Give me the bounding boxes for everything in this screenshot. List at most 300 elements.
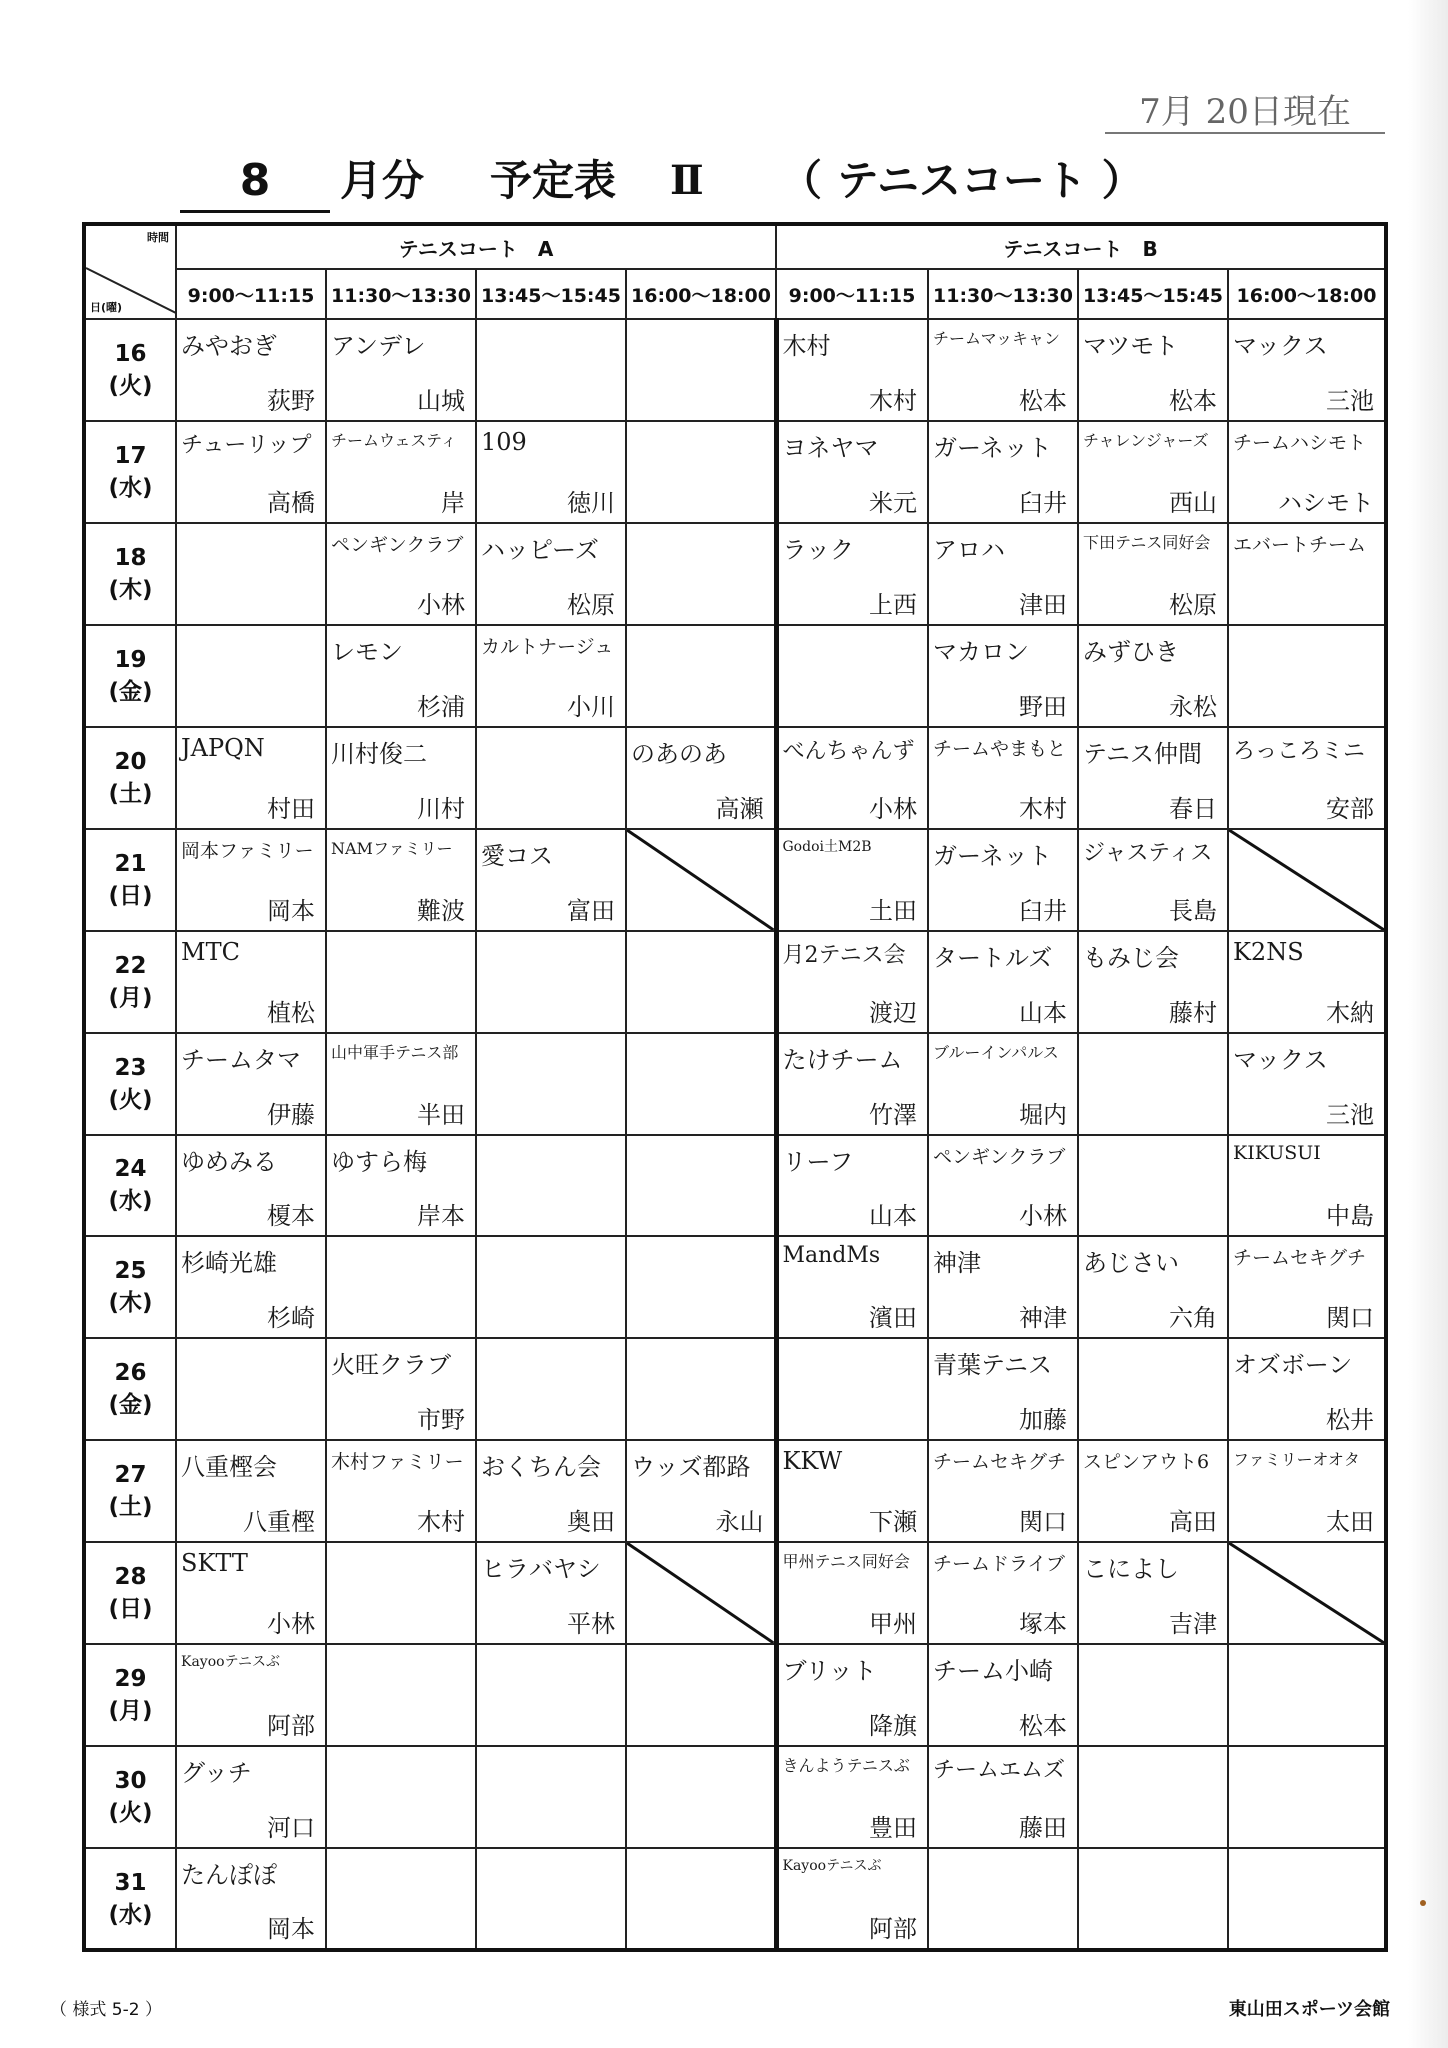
day-cell: [84, 625, 176, 727]
time-slot-header: 9:00～11:15: [776, 269, 928, 319]
booking-team-name: ゆめみる: [181, 1147, 277, 1176]
booking-cell: [176, 319, 326, 421]
booking-cell: [1228, 319, 1386, 421]
booking-cell: [1078, 1236, 1228, 1338]
booking-team-name: アンデレ: [331, 332, 426, 360]
empty-slot: [626, 1033, 776, 1135]
booking-cell: [1228, 1440, 1386, 1542]
day-number: 20: [114, 748, 147, 775]
empty-slot: [476, 1135, 626, 1237]
empty-slot: [928, 1848, 1078, 1950]
booking-representative: 河口: [267, 1814, 315, 1843]
booking-cell: [1078, 727, 1228, 829]
booking-representative: 永山: [715, 1508, 764, 1537]
empty-slot: [776, 1338, 928, 1440]
booking-cell: [776, 1135, 928, 1237]
form-id: （ 様式 5-2 ）: [50, 2000, 162, 2020]
booking-cell: [928, 727, 1078, 829]
booking-cell: [1228, 1236, 1386, 1338]
empty-slot: [176, 523, 326, 625]
empty-slot: [626, 1338, 776, 1440]
booking-cell: [776, 829, 928, 931]
booking-cell: [1228, 421, 1386, 523]
booking-cell: [928, 1033, 1078, 1135]
booking-representative: 八重樫: [243, 1508, 315, 1537]
document-title: [180, 152, 1180, 212]
weekday: (火): [108, 1800, 153, 1827]
booking-representative: 春日: [1169, 794, 1217, 823]
booking-representative: 松原: [567, 590, 615, 619]
empty-slot: [626, 421, 776, 523]
booking-cell: [326, 625, 476, 727]
empty-slot: [326, 931, 476, 1033]
booking-team-name: チーム小崎: [933, 1657, 1053, 1686]
booking-cell: [176, 1033, 326, 1135]
weekday: (月): [108, 1698, 153, 1725]
booking-team-name: ペンギンクラブ: [933, 1145, 1066, 1168]
booking-representative: 富田: [567, 896, 615, 925]
empty-slot: [1078, 1644, 1228, 1746]
booking-representative: 松原: [1169, 590, 1217, 619]
closed-slot: [1228, 1542, 1386, 1644]
booking-cell: [928, 1644, 1078, 1746]
booking-team-name: べんちゃんず: [782, 738, 915, 764]
booking-representative: 臼井: [1019, 488, 1067, 517]
booking-representative: 徳川: [567, 488, 615, 517]
booking-representative: 長島: [1169, 896, 1217, 925]
booking-cell: [176, 1236, 326, 1338]
as-of-date-note: 7月 20日現在: [1105, 92, 1385, 134]
booking-representative: 三池: [1326, 386, 1375, 415]
booking-cell: [928, 523, 1078, 625]
booking-team-name: 火旺クラブ: [331, 1351, 451, 1380]
booking-representative: 安部: [1326, 794, 1375, 823]
booking-team-name: MandMs: [782, 1243, 881, 1269]
closed-slot-mark: [1229, 830, 1384, 930]
booking-team-name: 山中軍手テニス部: [331, 1042, 459, 1062]
booking-cell: [776, 1033, 928, 1135]
schedule-row: [84, 931, 1386, 1033]
booking-team-name: もみじ会: [1083, 943, 1179, 972]
booking-cell: [928, 1338, 1078, 1440]
booking-representative: 川村: [417, 794, 465, 823]
booking-representative: 岡本: [267, 1915, 315, 1943]
booking-cell: [776, 523, 928, 625]
day-cell: [84, 1135, 176, 1237]
empty-slot: [476, 727, 626, 829]
booking-team-name: ガーネット: [933, 433, 1052, 462]
booking-cell: [326, 1135, 476, 1237]
booking-cell: [1078, 625, 1228, 727]
booking-team-name: ろっころミニ: [1233, 738, 1366, 764]
booking-cell: [176, 727, 326, 829]
booking-cell: [1078, 1440, 1228, 1542]
organization-name: 東山田スポーツ会館: [1228, 1999, 1390, 2020]
empty-slot: [326, 1746, 476, 1848]
booking-team-name: 八重樫会: [181, 1453, 277, 1482]
day-number: 24: [114, 1156, 147, 1183]
booking-team-name: たけチーム: [782, 1045, 903, 1074]
booking-representative: 六角: [1169, 1304, 1217, 1333]
booking-representative: 岡本: [267, 896, 315, 925]
booking-team-name: 甲州テニス同好会: [782, 1552, 910, 1572]
empty-slot: [776, 625, 928, 727]
booking-cell: [928, 1135, 1078, 1237]
booking-cell: [1078, 523, 1228, 625]
booking-representative: 中島: [1326, 1202, 1375, 1231]
booking-representative: 小林: [267, 1610, 315, 1639]
booking-team-name: ジャスティス: [1083, 840, 1213, 866]
day-cell: [84, 1236, 176, 1338]
booking-team-name: たんぽぽ: [181, 1861, 277, 1890]
booking-team-name: エバートチーム: [1233, 533, 1367, 556]
booking-cell: [176, 829, 326, 931]
schedule-row: [84, 523, 1386, 625]
booking-team-name: KIKUSUI: [1233, 1141, 1321, 1164]
booking-team-name: 木村ファミリー: [331, 1451, 464, 1474]
booking-representative: 松本: [1019, 1712, 1067, 1741]
booking-team-name: チームセキグチ: [1233, 1247, 1367, 1270]
empty-slot: [176, 625, 326, 727]
booking-team-name: チームエムズ: [933, 1758, 1066, 1784]
empty-slot: [476, 1644, 626, 1746]
weekday: (日): [108, 1596, 153, 1623]
booking-representative: ハシモト: [1278, 488, 1375, 517]
booking-cell: [928, 319, 1078, 421]
booking-team-name: カルトナージュ: [481, 635, 614, 658]
booking-representative: 濱田: [869, 1304, 917, 1333]
booking-team-name: チームセキグチ: [933, 1451, 1067, 1474]
booking-representative: 塚本: [1019, 1610, 1067, 1639]
day-number: 18: [114, 544, 147, 571]
booking-cell: [776, 1848, 928, 1950]
time-slot-header: 13:45～15:45: [1078, 269, 1228, 319]
booking-representative: 高田: [1169, 1508, 1217, 1537]
empty-slot: [326, 1848, 476, 1950]
day-cell: [84, 1440, 176, 1542]
time-slot-header: 16:00～18:00: [1228, 269, 1386, 319]
booking-representative: 山本: [1019, 998, 1067, 1027]
booking-team-name: 岡本ファミリー: [181, 839, 314, 862]
empty-slot: [1078, 1033, 1228, 1135]
empty-slot: [1228, 625, 1386, 727]
booking-cell: [326, 1338, 476, 1440]
booking-cell: [928, 1542, 1078, 1644]
schedule-row: [84, 1338, 1386, 1440]
booking-representative: 永松: [1169, 692, 1217, 721]
booking-team-name: タートルズ: [933, 943, 1053, 972]
weekday: (水): [108, 474, 153, 501]
booking-cell: [326, 727, 476, 829]
booking-representative: 杉浦: [417, 692, 465, 721]
booking-team-name: アロハ: [933, 535, 1005, 564]
booking-representative: 上西: [869, 590, 917, 619]
day-number: 25: [114, 1258, 147, 1285]
booking-team-name: おくちん会: [481, 1453, 601, 1482]
booking-representative: 西山: [1169, 488, 1217, 517]
booking-team-name: みやおぎ: [181, 332, 277, 360]
empty-slot: [1228, 1746, 1386, 1848]
booking-cell: [476, 523, 626, 625]
empty-slot: [626, 1644, 776, 1746]
booking-representative: 米元: [869, 488, 917, 517]
booking-representative: 小林: [869, 794, 917, 823]
empty-slot: [626, 1848, 776, 1950]
booking-team-name: 青葉テニス: [933, 1351, 1053, 1380]
booking-representative: 竹澤: [869, 1100, 917, 1129]
court-b-header: テニスコート B: [776, 224, 1386, 269]
booking-representative: 市野: [417, 1406, 465, 1435]
booking-cell: [476, 421, 626, 523]
booking-cell: [928, 1236, 1078, 1338]
schedule-row: [84, 421, 1386, 523]
booking-representative: 吉津: [1169, 1610, 1217, 1639]
booking-team-name: Kayooテニスぶ: [782, 1858, 882, 1875]
schedule-row: [84, 727, 1386, 829]
booking-team-name: MTC: [181, 937, 240, 966]
booking-representative: 渡辺: [869, 998, 917, 1027]
booking-team-name: ヒラバヤシ: [481, 1555, 601, 1584]
day-cell: [84, 319, 176, 421]
booking-team-name: こによし: [1083, 1555, 1179, 1584]
booking-team-name: みずひき: [1083, 637, 1179, 666]
day-number: 31: [114, 1869, 147, 1896]
weekday: (土): [108, 1494, 153, 1521]
booking-representative: 奥田: [567, 1508, 615, 1537]
booking-representative: 小林: [1019, 1202, 1067, 1231]
booking-cell: [326, 523, 476, 625]
schedule-row: [84, 1236, 1386, 1338]
booking-team-name: ラック: [782, 535, 855, 564]
day-cell: [84, 1644, 176, 1746]
empty-slot: [176, 1338, 326, 1440]
booking-cell: [1228, 1135, 1386, 1237]
day-cell: [84, 421, 176, 523]
booking-team-name: 月2テニス会: [782, 942, 906, 968]
booking-cell: [176, 421, 326, 523]
empty-slot: [626, 1236, 776, 1338]
booking-team-name: NAMファミリー: [331, 838, 453, 858]
schedule-row: [84, 625, 1386, 727]
empty-slot: [626, 523, 776, 625]
booking-team-name: チームハシモト: [1233, 431, 1367, 454]
booking-team-name: 下田テニス同好会: [1083, 532, 1211, 552]
empty-slot: [476, 1033, 626, 1135]
schedule-row: [84, 1135, 1386, 1237]
booking-cell: [776, 931, 928, 1033]
booking-cell: [1078, 421, 1228, 523]
booking-cell: [326, 1033, 476, 1135]
booking-cell: [476, 1542, 626, 1644]
booking-representative: 平林: [567, 1610, 615, 1639]
booking-team-name: チームウェスティ: [331, 430, 457, 450]
scan-speck: [1420, 1900, 1426, 1906]
booking-representative: 関口: [1326, 1304, 1375, 1333]
weekday: (火): [108, 1086, 153, 1113]
booking-cell: [326, 421, 476, 523]
booking-cell: [626, 1440, 776, 1542]
time-slot-header: 9:00～11:15: [176, 269, 326, 319]
booking-representative: 植松: [267, 998, 315, 1027]
booking-team-name: KKW: [782, 1447, 843, 1476]
booking-representative: 高橋: [267, 488, 315, 517]
booking-cell: [476, 1440, 626, 1542]
booking-cell: [476, 625, 626, 727]
schedule-row: [84, 1542, 1386, 1644]
corner-day-label: 日(曜): [90, 301, 123, 314]
booking-team-name: のあのあ: [631, 739, 727, 768]
booking-cell: [1228, 523, 1386, 625]
weekday: (金): [108, 678, 153, 705]
booking-team-name: 愛コス: [481, 841, 553, 870]
booking-cell: [776, 1542, 928, 1644]
booking-team-name: 木村: [782, 332, 831, 360]
day-number: 28: [114, 1564, 147, 1591]
day-number: 19: [114, 646, 147, 673]
time-slot-header: 13:45～15:45: [476, 269, 626, 319]
day-number: 17: [114, 442, 147, 469]
booking-cell: [928, 931, 1078, 1033]
weekday: (土): [108, 780, 153, 807]
schedule-row: [84, 1440, 1386, 1542]
booking-team-name: ウッズ都路: [631, 1453, 751, 1482]
empty-slot: [1078, 1135, 1228, 1237]
empty-slot: [476, 1746, 626, 1848]
booking-team-name: ブリット: [782, 1657, 877, 1686]
booking-team-name: リーフ: [782, 1147, 854, 1176]
booking-team-name: JAPQN: [181, 733, 265, 762]
time-slot-header: 11:30～13:30: [928, 269, 1078, 319]
corner-header: [84, 224, 176, 319]
empty-slot: [326, 1644, 476, 1746]
booking-team-name: Kayooテニスぶ: [181, 1654, 281, 1671]
booking-representative: 土田: [869, 896, 917, 925]
booking-team-name: 川村俊二: [331, 739, 427, 768]
booking-representative: 松井: [1326, 1406, 1375, 1435]
booking-team-name: グッチ: [181, 1759, 252, 1788]
booking-cell: [626, 727, 776, 829]
booking-cell: [776, 1644, 928, 1746]
empty-slot: [1078, 1848, 1228, 1950]
scan-edge-shadow: [1408, 0, 1448, 2048]
booking-representative: 難波: [417, 896, 465, 925]
booking-cell: [176, 1746, 326, 1848]
booking-cell: [1078, 319, 1228, 421]
corner-time-label: 時間: [147, 231, 169, 244]
empty-slot: [626, 1135, 776, 1237]
booking-cell: [776, 1746, 928, 1848]
time-slot-header: 16:00～18:00: [626, 269, 776, 319]
booking-team-name: マツモト: [1083, 332, 1179, 360]
closed-slot: [626, 1542, 776, 1644]
weekday: (水): [108, 1188, 153, 1215]
booking-cell: [326, 829, 476, 931]
day-number: 21: [114, 850, 147, 877]
booking-team-name: ゆすら梅: [331, 1147, 427, 1176]
booking-representative: 松本: [1169, 386, 1217, 415]
closed-slot: [626, 829, 776, 931]
schedule-row: [84, 319, 1386, 421]
closed-slot-mark: [627, 830, 774, 930]
booking-representative: 村田: [267, 794, 315, 823]
booking-representative: 神津: [1019, 1304, 1067, 1333]
booking-cell: [928, 829, 1078, 931]
schedule-label: 予定表: [490, 156, 617, 205]
day-number: 16: [114, 340, 147, 367]
booking-representative: 三池: [1326, 1100, 1375, 1129]
empty-slot: [626, 931, 776, 1033]
weekday: (木): [108, 576, 153, 603]
booking-representative: 豊田: [869, 1814, 917, 1843]
weekday: (日): [108, 882, 153, 909]
booking-team-name: ハッピーズ: [481, 535, 599, 564]
booking-team-name: マカロン: [933, 637, 1029, 666]
booking-cell: [928, 421, 1078, 523]
booking-team-name: ファミリーオオタ: [1233, 1450, 1360, 1470]
day-number: 27: [114, 1462, 147, 1489]
booking-representative: 小林: [417, 590, 465, 619]
closed-slot-mark: [627, 1543, 774, 1643]
booking-cell: [476, 829, 626, 931]
day-cell: [84, 727, 176, 829]
day-cell: [84, 931, 176, 1033]
day-number: 30: [114, 1768, 147, 1795]
booking-cell: [776, 727, 928, 829]
booking-representative: 小川: [567, 692, 615, 721]
schedule-row: [84, 1746, 1386, 1848]
booking-team-name: ペンギンクラブ: [331, 533, 464, 556]
booking-representative: 阿部: [267, 1712, 315, 1741]
booking-cell: [776, 1440, 928, 1542]
booking-team-name: チャレンジャーズ: [1083, 430, 1209, 450]
booking-team-name: レモン: [331, 637, 403, 666]
month-number: 8: [180, 152, 330, 213]
time-slot-header: 11:30～13:30: [326, 269, 476, 319]
booking-representative: 藤村: [1169, 998, 1217, 1027]
booking-team-name: チームタマ: [181, 1045, 301, 1074]
booking-representative: 関口: [1019, 1508, 1067, 1537]
booking-representative: 木村: [869, 386, 917, 415]
booking-cell: [326, 1440, 476, 1542]
booking-cell: [928, 1746, 1078, 1848]
booking-team-name: スピンアウト6: [1083, 1451, 1210, 1474]
booking-representative: 太田: [1326, 1508, 1375, 1537]
booking-representative: 阿部: [869, 1915, 917, 1943]
booking-cell: [1228, 1338, 1386, 1440]
booking-representative: 野田: [1019, 692, 1067, 721]
booking-team-name: チームやまもと: [933, 737, 1067, 760]
booking-representative: 岸: [441, 488, 465, 517]
empty-slot: [476, 319, 626, 421]
booking-representative: 岸本: [417, 1202, 465, 1231]
empty-slot: [626, 1746, 776, 1848]
booking-cell: [176, 1542, 326, 1644]
booking-cell: [928, 625, 1078, 727]
closed-slot: [1228, 829, 1386, 931]
booking-representative: 山本: [869, 1202, 917, 1231]
booking-team-name: ヨネヤマ: [782, 433, 879, 462]
booking-cell: [1228, 931, 1386, 1033]
day-cell: [84, 1033, 176, 1135]
schedule-table: [82, 222, 1388, 1952]
empty-slot: [326, 1542, 476, 1644]
day-cell: [84, 523, 176, 625]
booking-cell: [776, 319, 928, 421]
booking-representative: 加藤: [1019, 1406, 1067, 1435]
empty-slot: [1078, 1338, 1228, 1440]
empty-slot: [476, 931, 626, 1033]
empty-slot: [476, 1236, 626, 1338]
